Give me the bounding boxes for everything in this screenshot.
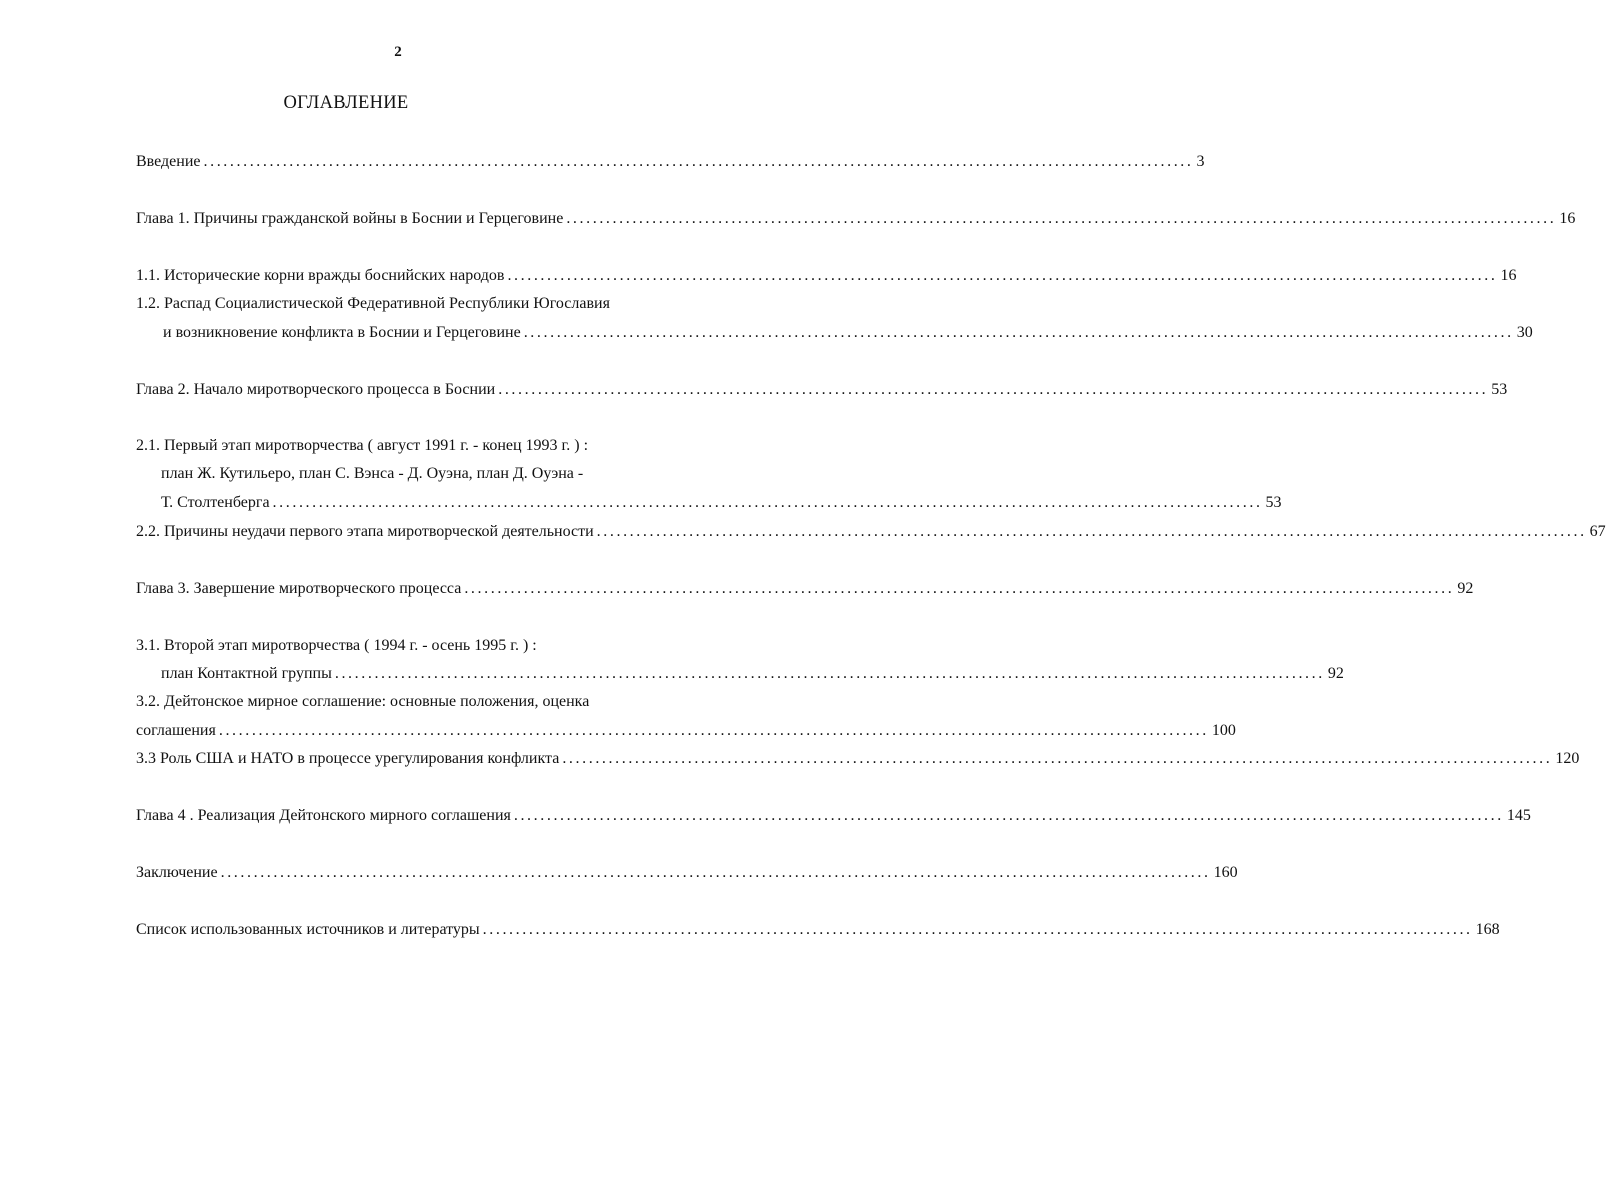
toc-entry-section-1-2-line-2	[163, 322, 1533, 344]
toc-entry-page: 30	[1516, 324, 1533, 341]
toc-entry-section-1-2-line-1	[136, 293, 710, 315]
toc-entry-label: соглашения	[136, 722, 216, 739]
toc-entry-label: план Ж. Кутильеро, план С. Вэнса - Д. Оуэна, план Д. Оуэна -	[161, 465, 584, 482]
dot-leader: ......................................................................................................................................................	[220, 864, 1211, 881]
toc-entry-page: 100	[1211, 722, 1236, 739]
toc-entry-label: 3.1. Второй этап миротворчества ( 1994 г. - осень 1995 г. ) :	[136, 637, 537, 654]
toc-entry-label: Глава 2. Начало миротворческого процесса в Боснии	[136, 381, 496, 398]
toc-entry-page: 3	[1196, 153, 1205, 170]
toc-entry-label: Глава 1. Причины гражданской войны в Боснии и Герцеговине	[136, 210, 564, 227]
toc-entry-section-3-1-line-1	[136, 635, 710, 657]
toc-entry-page: 120	[1555, 750, 1580, 767]
dot-leader: ......................................................................................................................................................	[272, 494, 1263, 511]
toc-entry-label: Т. Столтенберга	[161, 494, 270, 511]
toc-entry-introduction	[136, 151, 1205, 173]
dot-leader: ......................................................................................................................................................	[507, 267, 1498, 284]
toc-entry-chapter-3	[136, 578, 1474, 600]
toc-entry-page: 92	[1327, 665, 1344, 682]
toc-entry-chapter-4	[136, 805, 1531, 827]
toc-entry-label: план Контактной группы	[161, 665, 332, 682]
toc-entry-page: 16	[1500, 267, 1517, 284]
dot-leader: ......................................................................................................................................................	[596, 523, 1587, 540]
toc-entry-section-3-3	[136, 748, 1580, 770]
toc-entry-page: 53	[1491, 381, 1508, 398]
page-number: 2	[394, 44, 402, 60]
toc-entry-chapter-1	[136, 208, 1576, 230]
toc-title: ОГЛАВЛЕНИЕ	[283, 93, 409, 113]
dot-leader: ......................................................................................................................................................	[562, 750, 1553, 767]
toc-entry-section-3-2-line-1	[136, 691, 710, 713]
toc-entry-section-2-2	[136, 521, 1606, 543]
dot-leader: ......................................................................................................................................................	[218, 722, 1209, 739]
toc-entry-page: 53	[1265, 494, 1282, 511]
toc-entry-label: 2.1. Первый этап миротворчества ( август 1991 г. - конец 1993 г. ) :	[136, 437, 589, 454]
dot-leader: ......................................................................................................................................................	[513, 807, 1504, 824]
dot-leader: ......................................................................................................................................................	[566, 210, 1557, 227]
toc-entry-label: 3.3 Роль США и НАТО в процессе урегулирования конфликта	[136, 750, 560, 767]
toc-entry-section-2-1-line-2	[161, 463, 710, 485]
toc-entry-label: 2.2. Причины неудачи первого этапа миротворческой деятельности	[136, 523, 594, 540]
toc-entry-bibliography	[136, 919, 1500, 941]
toc-entry-label: 3.2. Дейтонское мирное соглашение: основные положения, оценка	[136, 693, 590, 710]
dot-leader: ......................................................................................................................................................	[464, 580, 1455, 597]
toc-entry-label: Заключение	[136, 864, 218, 881]
toc-entry-section-3-1-line-2	[161, 663, 1344, 685]
dot-leader: ......................................................................................................................................................	[498, 381, 1489, 398]
toc-entry-label: Глава 4 . Реализация Дейтонского мирного соглашения	[136, 807, 511, 824]
toc-entry-section-2-1-line-3	[161, 492, 1282, 514]
toc-entry-page: 92	[1457, 580, 1474, 597]
dot-leader: ......................................................................................................................................................	[203, 153, 1194, 170]
toc-entry-page: 67	[1589, 523, 1606, 540]
dot-leader: ......................................................................................................................................................	[523, 324, 1514, 341]
toc-entry-label: и возникновение конфликта в Боснии и Герцеговине	[163, 324, 521, 341]
toc-entry-section-2-1-line-1	[136, 435, 710, 457]
dot-leader: ......................................................................................................................................................	[334, 665, 1325, 682]
toc-entry-label: Глава 3. Завершение миротворческого процесса	[136, 580, 462, 597]
toc-entry-conclusion	[136, 862, 1238, 884]
toc-entry-chapter-2	[136, 379, 1508, 401]
toc-entry-page: 160	[1213, 864, 1238, 881]
toc-entry-page: 168	[1475, 921, 1500, 938]
dot-leader: ......................................................................................................................................................	[482, 921, 1473, 938]
toc-entry-label: 1.2. Распад Социалистической Федеративной Республики Югославия	[136, 295, 610, 312]
toc-entry-label: Введение	[136, 153, 201, 170]
toc-entry-page: 16	[1559, 210, 1576, 227]
toc-entry-page: 145	[1506, 807, 1531, 824]
toc-entry-label: 1.1. Исторические корни вражды боснийских народов	[136, 267, 505, 284]
toc-entry-section-3-2-line-2	[136, 720, 1236, 742]
toc-entry-label: Список использованных источников и литературы	[136, 921, 480, 938]
toc-entry-section-1-1	[136, 265, 1517, 287]
